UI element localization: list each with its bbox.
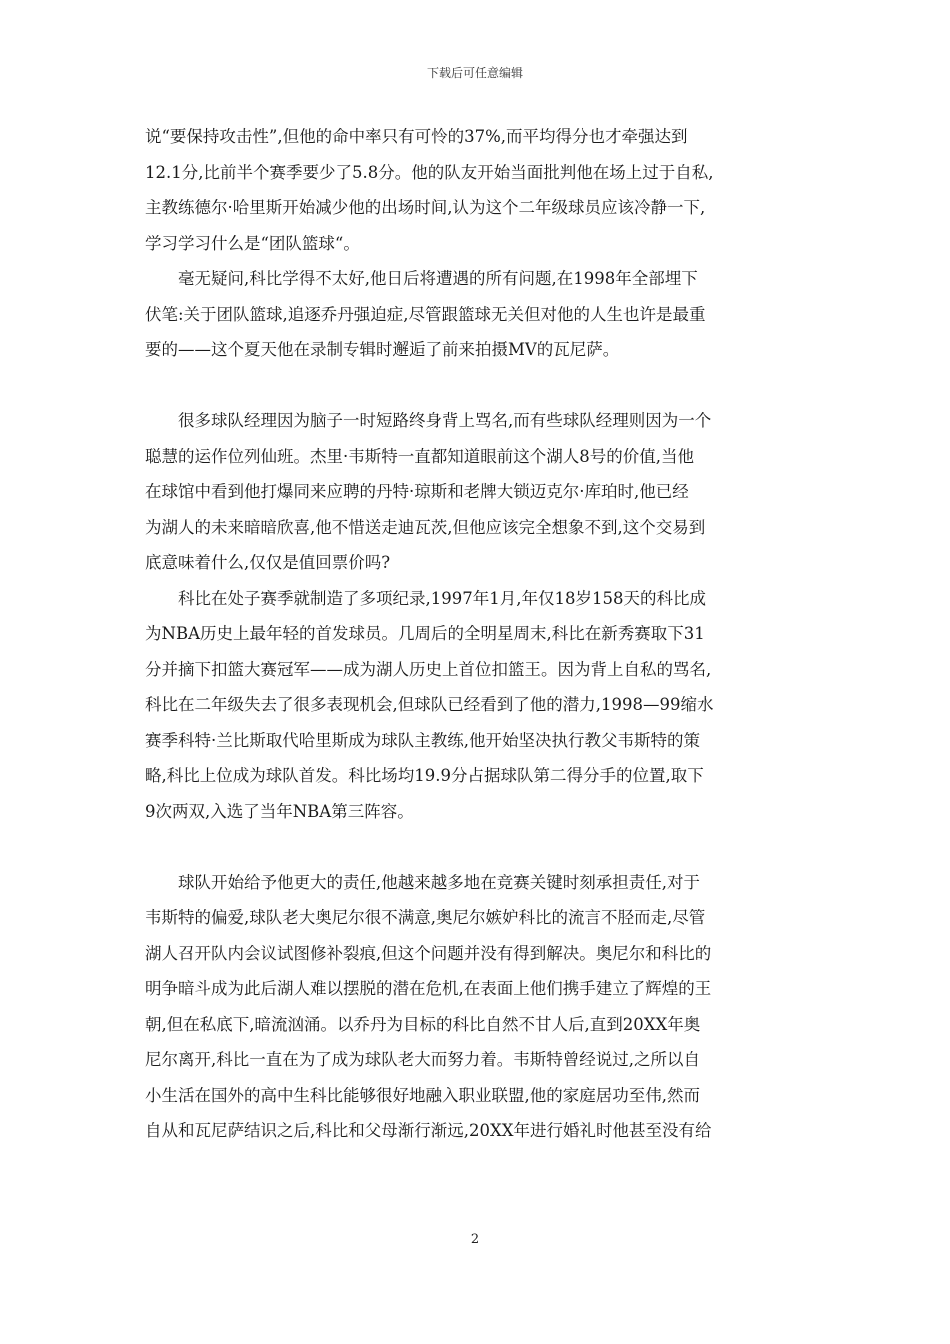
- text-line: 湖人召开队内会议试图修补裂痕,但这个问题并没有得到解决。奥尼尔和科比的: [145, 943, 712, 963]
- text-line: 主教练德尔·哈里斯开始减少他的出场时间,认为这个二年级球员应该冷静一下,: [145, 198, 706, 217]
- text-line: 底意味着什么,仅仅是值回票价吗?: [145, 553, 391, 572]
- text-line: 科比在二年级失去了很多表现机会,但球队已经看到了他的潜力,1998—99缩水: [145, 695, 714, 714]
- text-line: 毫无疑问,科比学得不太好,他日后将遭遇的所有问题,在1998年全部埋下: [145, 269, 698, 288]
- text-line: 分并摘下扣篮大赛冠军——成为湖人历史上首位扣篮王。因为背上自私的骂名,: [145, 659, 712, 679]
- paragraph-5: [145, 865, 815, 1149]
- paragraph-spacer: [145, 829, 815, 865]
- text-line: 说“要保持攻击性”,但他的命中率只有可怜的37%,而平均得分也才牵强达到: [145, 127, 688, 146]
- text-line: 为NBA历史上最年轻的首发球员。几周后的全明星周末,科比在新秀赛取下31: [145, 624, 705, 643]
- text-line: 在球馆中看到他打爆同来应聘的丹特·琼斯和老牌大锁迈克尔·库珀时,他已经: [145, 482, 689, 501]
- paragraph-3: [145, 403, 815, 581]
- document-body: [145, 119, 815, 1149]
- text-line: 科比在处子赛季就制造了多项纪录,1997年1月,年仅18岁158天的科比成: [145, 588, 706, 608]
- text-line: 聪慧的运作位列仙班。杰里·韦斯特一直都知道眼前这个湖人8号的价值,当他: [145, 446, 694, 466]
- text-line: 9次两双,入选了当年NBA第三阵容。: [145, 801, 414, 821]
- paragraph-2: [145, 261, 815, 368]
- text-line: 韦斯特的偏爱,球队老大奥尼尔很不满意,奥尼尔嫉妒科比的流言不胫而走,尽管: [145, 908, 706, 927]
- text-line: 很多球队经理因为脑子一时短路终身背上骂名,而有些球队经理则因为一个: [145, 411, 712, 430]
- text-line: 明争暗斗成为此后湖人难以摆脱的潜在危机,在表面上他们携手建立了辉煌的王: [145, 979, 712, 998]
- text-line: 朝,但在私底下,暗流汹涌。以乔丹为目标的科比自然不甘人后,直到20XX年奥: [145, 1014, 701, 1034]
- page-number: 2: [470, 1232, 480, 1247]
- text-line: 自从和瓦尼萨结识之后,科比和父母渐行渐远,20XX年进行婚礼时他甚至没有给: [145, 1121, 712, 1140]
- text-line: 小生活在国外的高中生科比能够很好地融入职业联盟,他的家庭居功至伟,然而: [145, 1085, 700, 1105]
- text-line: 尼尔离开,科比一直在为了成为球队老大而努力着。韦斯特曾经说过,之所以自: [145, 1050, 700, 1069]
- paragraph-spacer: [145, 368, 815, 404]
- paragraph-1: [145, 119, 815, 261]
- text-line: 为湖人的未来暗暗欣喜,他不惜送走迪瓦茨,但他应该完全想象不到,这个交易到: [145, 517, 706, 537]
- text-line: 伏笔:关于团队篮球,追逐乔丹强迫症,尽管跟篮球无关但对他的人生也许是最重: [145, 304, 706, 324]
- text-line: 略,科比上位成为球队首发。科比场均19.9分占据球队第二得分手的位置,取下: [145, 766, 704, 785]
- page-header: 下载后可任意编辑: [426, 66, 523, 80]
- text-line: 球队开始给予他更大的责任,他越来越多地在竞赛关键时刻承担责任,对于: [145, 872, 700, 892]
- paragraph-4: [145, 581, 815, 830]
- text-line: 学习学习什么是“团队篮球“。: [145, 233, 360, 253]
- text-line: 要的——这个夏天他在录制专辑时邂逅了前来拍摄MV的瓦尼萨。: [145, 340, 620, 359]
- text-line: 12.1分,比前半个赛季要少了5.8分。他的队友开始当面批判他在场上过于自私,: [145, 162, 714, 182]
- text-line: 赛季科特·兰比斯取代哈里斯成为球队主教练,他开始坚决执行教父韦斯特的策: [145, 730, 700, 750]
